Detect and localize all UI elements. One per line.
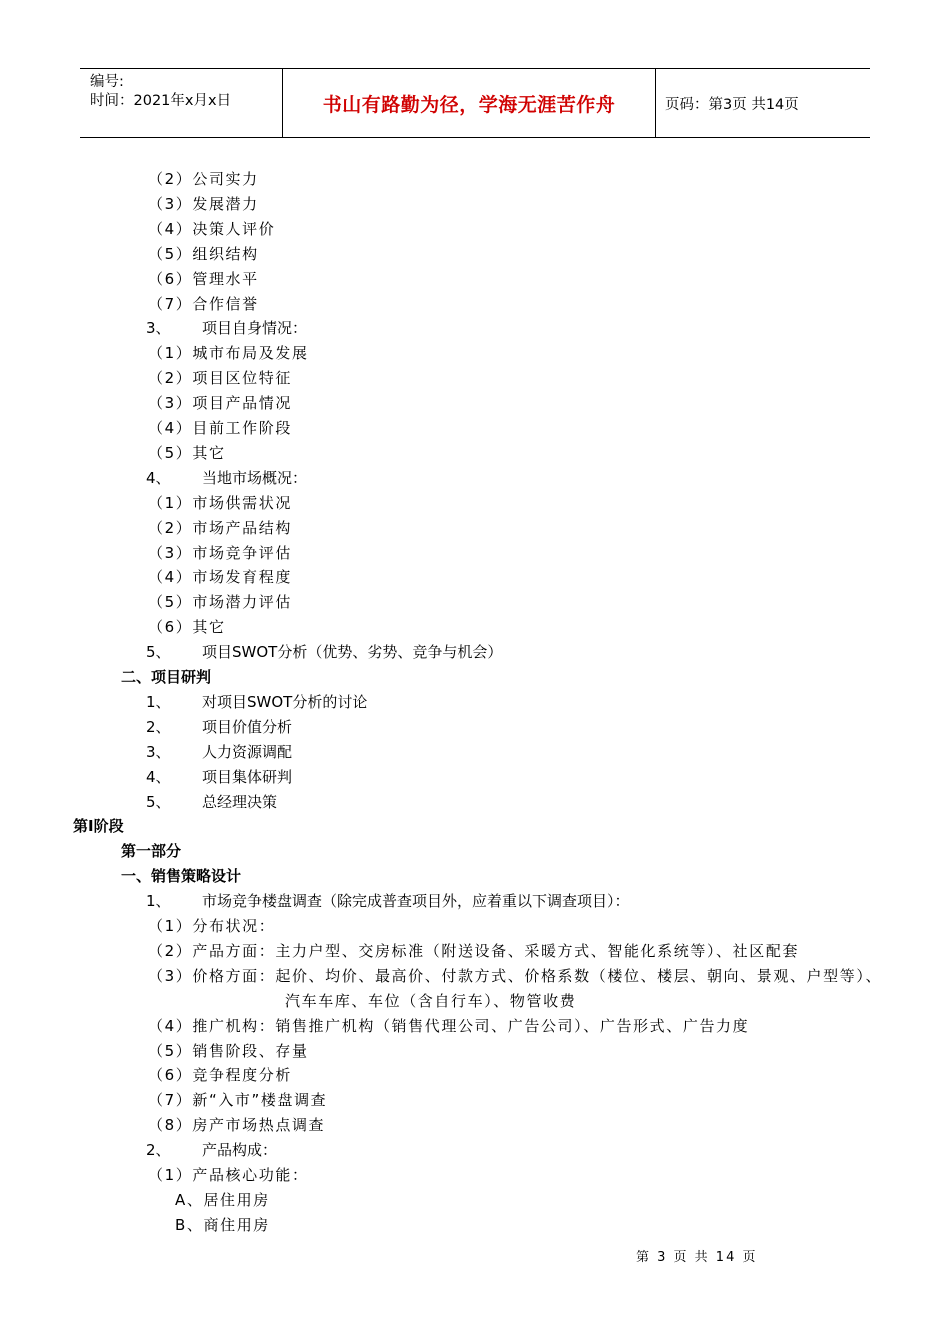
- text-line: [146, 790, 277, 814]
- text-line: [146, 316, 307, 340]
- code-label: 编号:: [90, 74, 124, 90]
- text-line: （3）价格方面：起价、均价、最高价、付款方式、价格系数（楼位、楼层、朝向、景观、户型等）、: [148, 966, 883, 985]
- item-text: 人力资源调配: [202, 742, 293, 761]
- text-line: [146, 640, 502, 664]
- text-line: B、商住用房: [175, 1215, 270, 1234]
- item-text: 市场竞争楼盘调查（除完成普查项目外，应着重以下调查项目）：: [202, 892, 630, 911]
- text-line: （5）组织结构: [148, 244, 259, 263]
- item-number: 3、: [146, 319, 171, 338]
- text-line: [146, 715, 292, 739]
- item-text: 项目价值分析: [202, 717, 293, 736]
- item-text: 当地市场概况：: [202, 468, 308, 487]
- text-line: [146, 1138, 277, 1162]
- text-line: （7）新“入市”楼盘调查: [148, 1091, 328, 1110]
- item-number: 4、: [146, 468, 171, 487]
- text-line: （2）产品方面：主力户型、交房标准（附送设备、采暖方式、智能化系统等）、社区配套: [148, 941, 800, 960]
- item-number: 5、: [146, 643, 171, 662]
- header-meta: [90, 73, 231, 111]
- section-heading: 第Ⅰ阶段: [73, 817, 124, 836]
- text-line: （1）城市布局及发展: [148, 344, 309, 363]
- text-line: （5）销售阶段、存量: [148, 1041, 309, 1060]
- text-line: A、居住用房: [175, 1190, 270, 1209]
- item-number: 1、: [146, 892, 171, 911]
- time-label: 时间：2021年x月x日: [90, 93, 232, 109]
- item-number: 4、: [146, 767, 171, 786]
- text-line: （1）分布状况：: [148, 917, 276, 935]
- text-line: （6）竞争程度分析: [148, 1066, 292, 1085]
- text-line: （4）决策人评价: [148, 219, 276, 238]
- section-heading: 一、销售策略设计: [121, 867, 242, 886]
- page-info: 页码：第3页 共14页: [665, 97, 799, 113]
- item-number: 2、: [146, 1141, 171, 1160]
- text-line: （3）发展潜力: [148, 194, 259, 213]
- header-divider-right: [655, 69, 656, 137]
- text-line: （6）管理水平: [148, 269, 259, 288]
- section-heading: 第一部分: [121, 842, 182, 861]
- text-line: [146, 690, 367, 714]
- page-header: [80, 68, 870, 138]
- item-text: 对项目SWOT分析的讨论: [202, 692, 368, 711]
- item-number: 1、: [146, 692, 171, 711]
- item-text: 项目集体研判: [202, 767, 293, 786]
- item-text: 项目SWOT分析（优势、劣势、竞争与机会）: [202, 643, 503, 662]
- text-line: 汽车车库、车位（含自行车）、物管收费: [285, 991, 577, 1010]
- item-number: 5、: [146, 792, 171, 811]
- text-line: [146, 466, 307, 490]
- text-line: （2）市场产品结构: [148, 518, 292, 537]
- section-heading: 二、项目研判: [121, 668, 212, 686]
- text-line: （4）市场发育程度: [148, 568, 292, 587]
- text-line: （2）项目区位特征: [148, 369, 292, 388]
- text-line: （3）项目产品情况: [148, 394, 292, 413]
- item-number: 2、: [146, 717, 171, 736]
- text-line: （4）目前工作阶段: [148, 419, 292, 437]
- item-text: 产品构成：: [202, 1141, 278, 1160]
- text-line: （6）其它: [148, 618, 226, 637]
- text-line: （1）产品核心功能：: [148, 1166, 309, 1184]
- page-footer: 第 3 页 共 14 页: [636, 1250, 758, 1265]
- text-line: [146, 740, 292, 764]
- text-line: （5）市场潜力评估: [148, 593, 292, 612]
- text-line: （3）市场竞争评估: [148, 543, 292, 562]
- item-text: 项目自身情况：: [202, 319, 308, 338]
- text-line: [146, 889, 630, 913]
- text-line: （1）市场供需状况: [148, 493, 292, 512]
- text-line: （4）推广机构：销售推广机构（销售代理公司、广告公司）、广告形式、广告力度: [148, 1016, 750, 1035]
- text-line: （7）合作信誉: [148, 294, 259, 313]
- text-line: （8）房产市场热点调查: [148, 1116, 326, 1135]
- text-line: （5）其它: [148, 443, 226, 462]
- text-line: （2）公司实力: [148, 170, 259, 188]
- item-text: 总经理决策: [202, 792, 278, 811]
- item-number: 3、: [146, 742, 171, 761]
- header-motto: 书山有路勤为径，学海无涯苦作舟: [322, 93, 616, 116]
- text-line: [146, 765, 292, 789]
